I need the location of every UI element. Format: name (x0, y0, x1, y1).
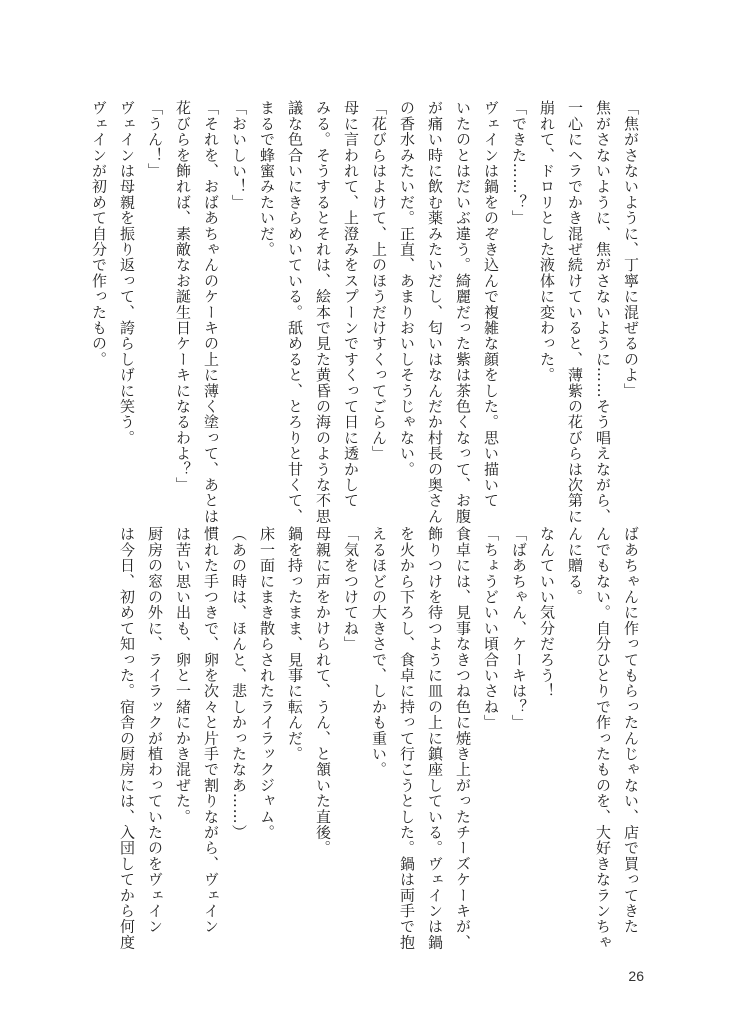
text-line: 焦がさないように、焦がさないように……そう唱えながら、 (594, 100, 612, 524)
text-line: 「花びらはよけて、上のほうだけすくってごらん」 (370, 100, 388, 462)
text-line: 鍋を持ったまま、見事に転んだ。 (286, 526, 304, 762)
text-line: ヴェインは母親を振り返って、誇らしげに笑う。 (118, 100, 136, 446)
text-line: が痛い時に飲む薬みたいだし、匂いはなんだか村長の奥さん (426, 100, 444, 524)
text-line: 飾りつけを待つように皿の上に鎮座している。ヴェインは鍋 (426, 526, 444, 950)
text-line: 母に言われて、上澄みをスプーンですくって日に透かして (342, 100, 360, 509)
text-line: んでもない。自分ひとりで作ったものを、大好きなランちゃ (594, 526, 612, 950)
text-line: （あの時は、ほんと、悲しかったなあ……） (230, 526, 248, 840)
text-line: 議な色合いにきらめいている。舐めると、とろりと甘くて、 (286, 100, 304, 524)
text-line: 「それを、おばあちゃんのケーキの上に薄く塗って、あとは (202, 100, 220, 524)
text-line: 「うん！」 (146, 100, 164, 179)
text-line: を火から下ろし、食卓に持って行こうとした。鍋は両手で抱 (398, 526, 416, 950)
text-line: んに贈る。 (566, 526, 584, 605)
text-line: みる。そうするとそれは、絵本で見た黄昏の海のような不思 (314, 100, 332, 524)
text-line: まるで蜂蜜みたいだ。 (258, 100, 276, 257)
text-line: えるほどの大きさで、しかも重い。 (370, 526, 388, 778)
text-line: ヴェインは鍋をのぞき込んで複雑な顔をした。思い描いて (482, 100, 500, 509)
text-line: 花びらを飾れば、素敵なお誕生日ケーキになるわよ？」 (174, 100, 192, 493)
lower-text-block (113, 526, 645, 950)
text-line: 慣れた手つきで、卵を次々と片手で割りながら、ヴェイン (202, 526, 220, 935)
text-line: 「おいしい！」 (230, 100, 248, 210)
text-line: 食卓には、見事なきつね色に焼き上がったチーズケーキが、 (454, 526, 472, 950)
upper-text-block (85, 100, 645, 524)
text-line: 母親に声をかけられて、うん、と頷いた直後。 (314, 526, 332, 856)
text-line: の香水みたいだ。正直、あまりおいしそうじゃない。 (398, 100, 416, 477)
text-line: いたのとはだいぶ違う。綺麗だった紫は茶色くなって、お腹 (454, 100, 472, 524)
text-line: 一心にヘラでかき混ぜ続けていると、薄紫の花びらは次第に (566, 100, 584, 524)
text-line: なんていい気分だろう！ (538, 526, 556, 699)
text-line: 厨房の窓の外に、ライラックが植わっていたのをヴェイン (146, 526, 164, 935)
text-line: は苦い思い出も、卵と一緒にかき混ぜた。 (174, 526, 192, 825)
page-number: 26 (628, 968, 644, 984)
text-line: 「できた……？」 (510, 100, 528, 226)
text-line: ばあちゃんに作ってもらったんじゃない、店で買ってきた (622, 526, 640, 935)
text-line: 床一面にまき散らされたライラックジャム。 (258, 526, 276, 840)
text-line: ヴェインが初めて自分で作ったもの。 (90, 100, 108, 367)
text-line: 「焦がさないように、丁寧に混ぜるのよ」 (622, 100, 640, 399)
text-line: 「ちょうどいい頃合いさね」 (482, 526, 500, 731)
text-line: 「気をつけてね」 (342, 526, 360, 652)
text-line: 「ばあちゃん、ケーキは？」 (510, 526, 528, 731)
text-line: 崩れて、ドロリとした液体に変わった。 (538, 100, 556, 383)
text-line: は今日、初めて知った。宿舎の厨房には、入団してから何度 (118, 526, 136, 950)
